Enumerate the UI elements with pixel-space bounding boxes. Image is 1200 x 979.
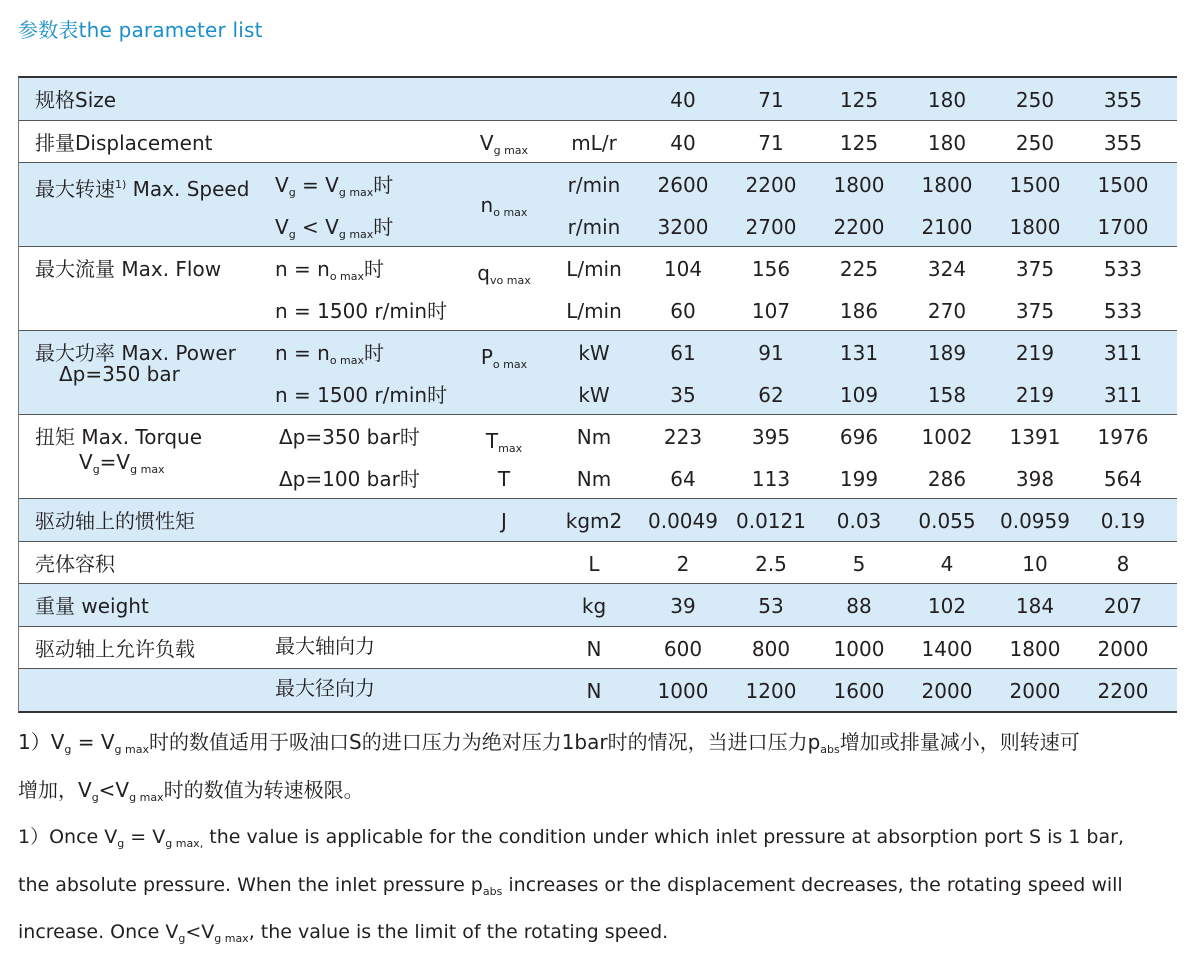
cell-value: 1800 [833,173,885,197]
cell-value: 156 [751,257,791,281]
cell-value: 1200 [745,679,797,703]
cell-value: 104 [663,257,703,281]
row-sublabel: $V_g=V_{g max}$ [79,450,165,476]
cell-value: 1391 [1009,425,1061,449]
row-label: 最大转速$^{1)}$ Max. Speed [35,177,250,201]
cell-value: 2200 [1097,679,1149,703]
cell-value: 324 [927,257,967,281]
symbol: $n_{o max}$ [480,193,528,219]
row-group-weight [19,584,1177,627]
condition: $n = n_{o max}$时 [275,341,385,367]
table-row [19,542,1177,584]
cell-value: 64 [670,466,696,491]
cell-value: 1800 [1009,636,1061,661]
symbol: J [501,509,507,533]
symbol: $T_{max}$ [485,429,523,455]
cell-value: 2000 [921,679,973,703]
cell-value: 35 [670,382,696,407]
row-group-size [19,78,1177,121]
condition: 最大轴向力 [275,633,375,658]
footnote-en-line-1: 1）Once $V_g = V_{g max,}$ the value is applicable for the condition under which inlet pressure at absorption port S is 1 bar, [18,826,1124,850]
symbol: $q_{vo max}$ [477,261,531,287]
cell-value: 395 [751,425,791,449]
page-title: 参数表the parameter list [18,18,263,42]
footnote-cn-line-1: $1)V_g = V_{g max}$时的数值适用于吸油口S的进口压力为绝对压力1bar时的情况，当进口压力$p_{abs}$增加或排量减小，则转速可 [18,730,1080,756]
cell-value: 2200 [833,214,885,239]
table-row [19,121,1177,163]
cell-value: 1500 [1097,173,1149,197]
table-row [19,247,1177,289]
cell-value: 3200 [657,214,709,239]
cell-value: 311 [1103,382,1143,407]
cell-value: 207 [1103,594,1143,618]
symbol: $P_{o max}$ [480,345,528,371]
condition: $n = n_{o max}$时 [275,257,385,283]
cell-value: 219 [1015,382,1055,407]
cell-value: 2200 [745,173,797,197]
cell-value: 223 [663,425,703,449]
cell-value: 311 [1103,341,1143,365]
cell-value: 40 [670,130,696,155]
row-label: 驱动轴上的惯性矩 [35,509,195,533]
cell-value: 184 [1015,594,1055,618]
cell-value: 180 [927,130,967,155]
table-row [19,584,1177,626]
cell-value: 250 [1015,88,1055,112]
unit: mL/r [571,130,617,155]
unit: L [588,551,600,576]
cell-value: 8 [1116,551,1130,576]
cell-value: 355 [1103,130,1143,155]
cell-value: 0.03 [836,509,882,533]
cell-value: 113 [751,466,791,491]
unit: r/min [567,173,621,197]
unit: L/min [566,298,622,323]
row-label: 重量 weight [35,594,149,618]
cell-value: 355 [1103,88,1143,112]
table-row [19,499,1177,541]
cell-value: 53 [758,594,784,618]
cell-value: 39 [670,594,696,618]
table-row [19,415,1177,457]
table-row [19,289,1177,331]
cell-value: 1000 [657,679,709,703]
cell-value: 375 [1015,257,1055,281]
condition: $V_g < V_{g max}$时 [275,214,394,241]
unit: kW [578,341,610,365]
cell-value: 564 [1103,466,1143,491]
cell-value: 533 [1103,257,1143,281]
cell-value: 2700 [745,214,797,239]
cell-value: 88 [846,594,872,618]
symbol: $V_{g max}$ [479,130,529,157]
cell-value: 5 [852,551,866,576]
footnote-cn-line-2: 增加，$V_g<V_{g max}$时的数值为转速极限。 [18,777,364,804]
parameter-table [18,76,1177,713]
unit: kW [578,382,610,407]
row-label: 最大流量 Max. Flow [35,257,222,281]
cell-value: 40 [670,88,696,112]
cell-value: 102 [927,594,967,618]
table-row [19,373,1177,415]
cell-value: 375 [1015,298,1055,323]
unit: kg [581,594,607,618]
cell-value: 4 [940,551,954,576]
cell-value: 0.0959 [1000,509,1070,533]
unit: N [586,636,602,661]
table-row [19,331,1177,373]
condition: Δp=350 bar时 [279,425,420,449]
cell-value: 2600 [657,173,709,197]
cell-value: 2 [676,551,690,576]
row-group-torque [19,415,1177,499]
row-label: 排量Displacement [35,130,213,155]
cell-value: 158 [927,382,967,407]
cell-value: 286 [927,466,967,491]
cell-value: 225 [839,257,879,281]
cell-value: 1002 [921,425,973,449]
cell-value: 125 [839,88,879,112]
row-group-max-power [19,331,1177,415]
row-label: 最大功率 Max. Power [35,341,236,365]
footnotes [18,722,1180,960]
cell-value: 1400 [921,636,973,661]
cell-value: 91 [758,341,784,365]
cell-value: 270 [927,298,967,323]
row-label: 扭矩 Max. Torque [35,425,203,449]
cell-value: 1700 [1097,214,1149,239]
unit: kgm2 [565,509,623,533]
table-row [19,205,1177,247]
cell-value: 189 [927,341,967,365]
cell-value: 2000 [1097,636,1149,661]
row-group-shaft-load [19,627,1177,711]
unit: Nm [576,425,612,449]
cell-value: 1500 [1009,173,1061,197]
row-label: 壳体容积 [35,551,115,576]
cell-value: 533 [1103,298,1143,323]
cell-value: 125 [839,130,879,155]
unit: Nm [576,466,612,491]
table-row [19,457,1177,499]
cell-value: 800 [751,636,791,661]
cell-value: 1800 [921,173,973,197]
cell-value: 0.055 [918,509,976,533]
cell-value: 600 [663,636,703,661]
unit: N [586,679,602,703]
cell-value: 0.0049 [648,509,718,533]
cell-value: 71 [758,88,784,112]
cell-value: 1800 [1009,214,1061,239]
condition: Δp=100 bar时 [279,466,420,491]
row-label: 规格Size [35,88,117,112]
condition: 最大径向力 [275,676,375,700]
symbol: T [497,466,511,491]
unit: L/min [566,257,622,281]
cell-value: 186 [839,298,879,323]
cell-value: 199 [839,466,879,491]
table-row [19,627,1177,670]
cell-value: 0.0121 [736,509,806,533]
cell-value: 696 [839,425,879,449]
footnote-en-line-2: the absolute pressure. When the inlet pressure $p_{abs}$ increases or the displacement decreases, the rotating speed will [18,873,1123,898]
cell-value: 60 [670,298,696,323]
cell-value: 62 [758,382,784,407]
table-row [19,78,1177,120]
cell-value: 250 [1015,130,1055,155]
footnote-en-line-3: increase. Once $V_g<V_{g max}$, the value is the limit of the rotating speed. [18,921,669,945]
row-group-max-flow [19,247,1177,331]
cell-value: 0.19 [1100,509,1146,533]
row-group-case-volume [19,542,1177,585]
cell-value: 10 [1022,551,1048,576]
row-group-max-speed [19,163,1177,247]
cell-value: 2.5 [755,551,787,576]
table-row [19,669,1177,711]
table-row [19,163,1177,219]
cell-value: 1976 [1097,425,1149,449]
cell-value: 109 [839,382,879,407]
cell-value: 1600 [833,679,885,703]
unit: r/min [567,214,621,239]
row-label: 驱动轴上允许负载 [35,636,195,661]
condition: $V_g = V_{g max}$时 [275,173,394,199]
cell-value: 180 [927,88,967,112]
row-group-displacement [19,121,1177,164]
cell-value: 131 [839,341,879,365]
cell-value: 2000 [1009,679,1061,703]
cell-value: 1000 [833,636,885,661]
cell-value: 61 [670,341,696,365]
cell-value: 2100 [921,214,973,239]
condition: n = 1500 r/min时 [275,382,448,407]
condition: n = 1500 r/min时 [275,298,448,323]
cell-value: 219 [1015,341,1055,365]
cell-value: 71 [758,130,784,155]
cell-value: 107 [751,298,791,323]
cell-value: 398 [1015,466,1055,491]
row-sublabel: Δp=350 bar [59,362,180,386]
row-group-inertia [19,499,1177,542]
